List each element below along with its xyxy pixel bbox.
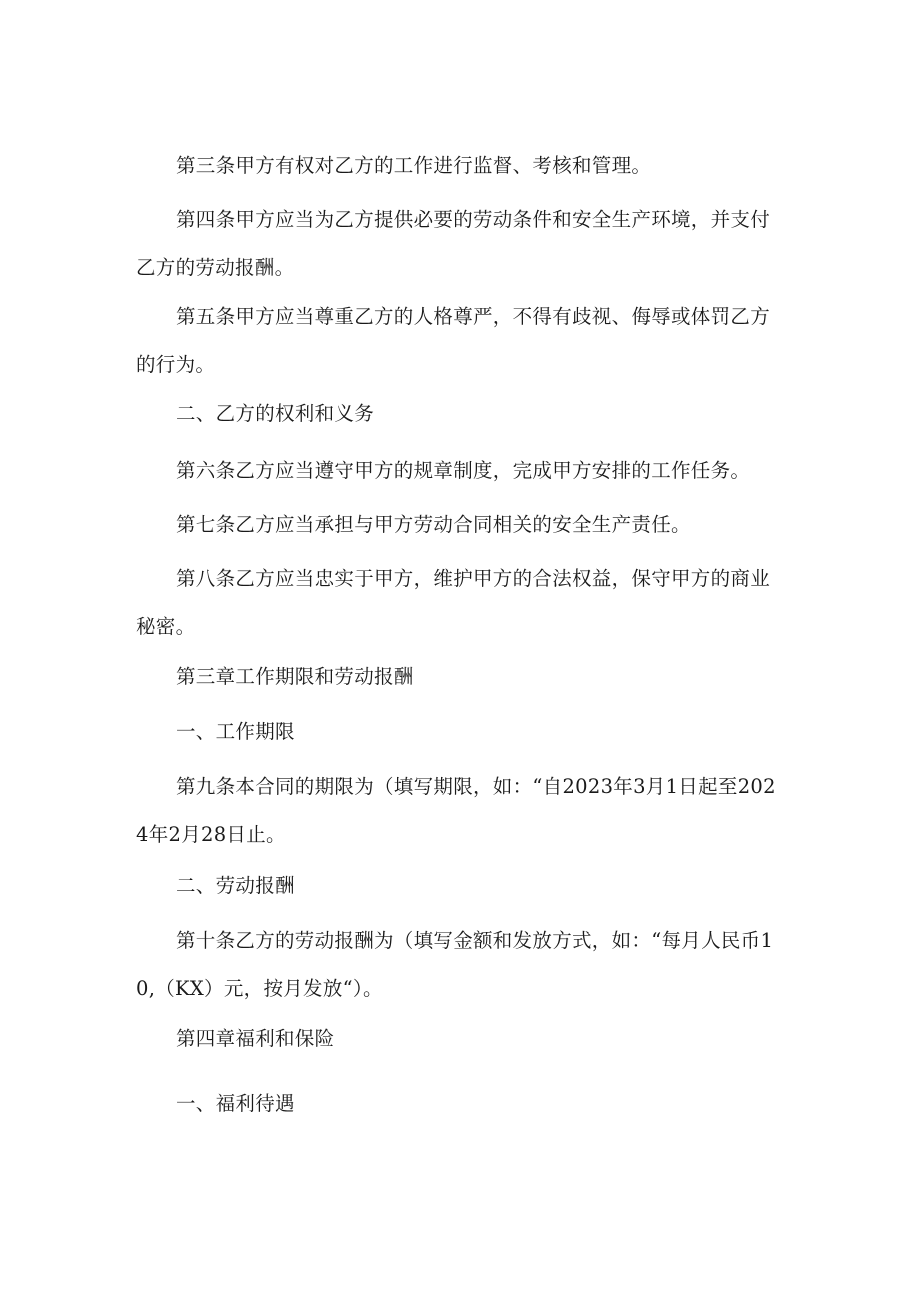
section-heading-remuneration: 二、劳动报酬	[176, 874, 295, 897]
chapter-heading-4: 第四章福利和保险	[176, 1027, 335, 1050]
section-heading-work-period: 一、工作期限	[176, 720, 295, 743]
clause-7: 第七条乙方应当承担与甲方劳动合同相关的安全生产责任。	[176, 513, 691, 536]
section-heading-benefits: 一、福利待遇	[176, 1092, 295, 1115]
clause-6: 第六条乙方应当遵守甲方的规章制度，完成甲方安排的工作任务。	[176, 459, 751, 482]
section-heading-party-b-rights: 二、乙方的权利和义务	[176, 402, 375, 425]
chapter-heading-3: 第三章工作期限和劳动报酬	[176, 665, 414, 688]
clause-10: 第十条乙方的劳动报酬为（填写金额和发放方式，如：“每月人民币10,（KX）元，按月发放“）。	[136, 929, 774, 1000]
clause-8: 第八条乙方应当忠实于甲方，维护甲方的合法权益，保守甲方的商业秘密。	[136, 567, 771, 638]
clause-5: 第五条甲方应当尊重乙方的人格尊严，不得有歧视、侮辱或体罚乙方的行为。	[136, 305, 771, 376]
clause-3: 第三条甲方有权对乙方的工作进行监督、考核和管理。	[176, 154, 652, 177]
clause-4: 第四条甲方应当为乙方提供必要的劳动条件和安全生产环境，并支付乙方的劳动报酬。	[136, 208, 771, 279]
clause-9: 第九条本合同的期限为（填写期限，如：“自2023年3月1日起至2024年2月28日止。	[136, 775, 776, 846]
